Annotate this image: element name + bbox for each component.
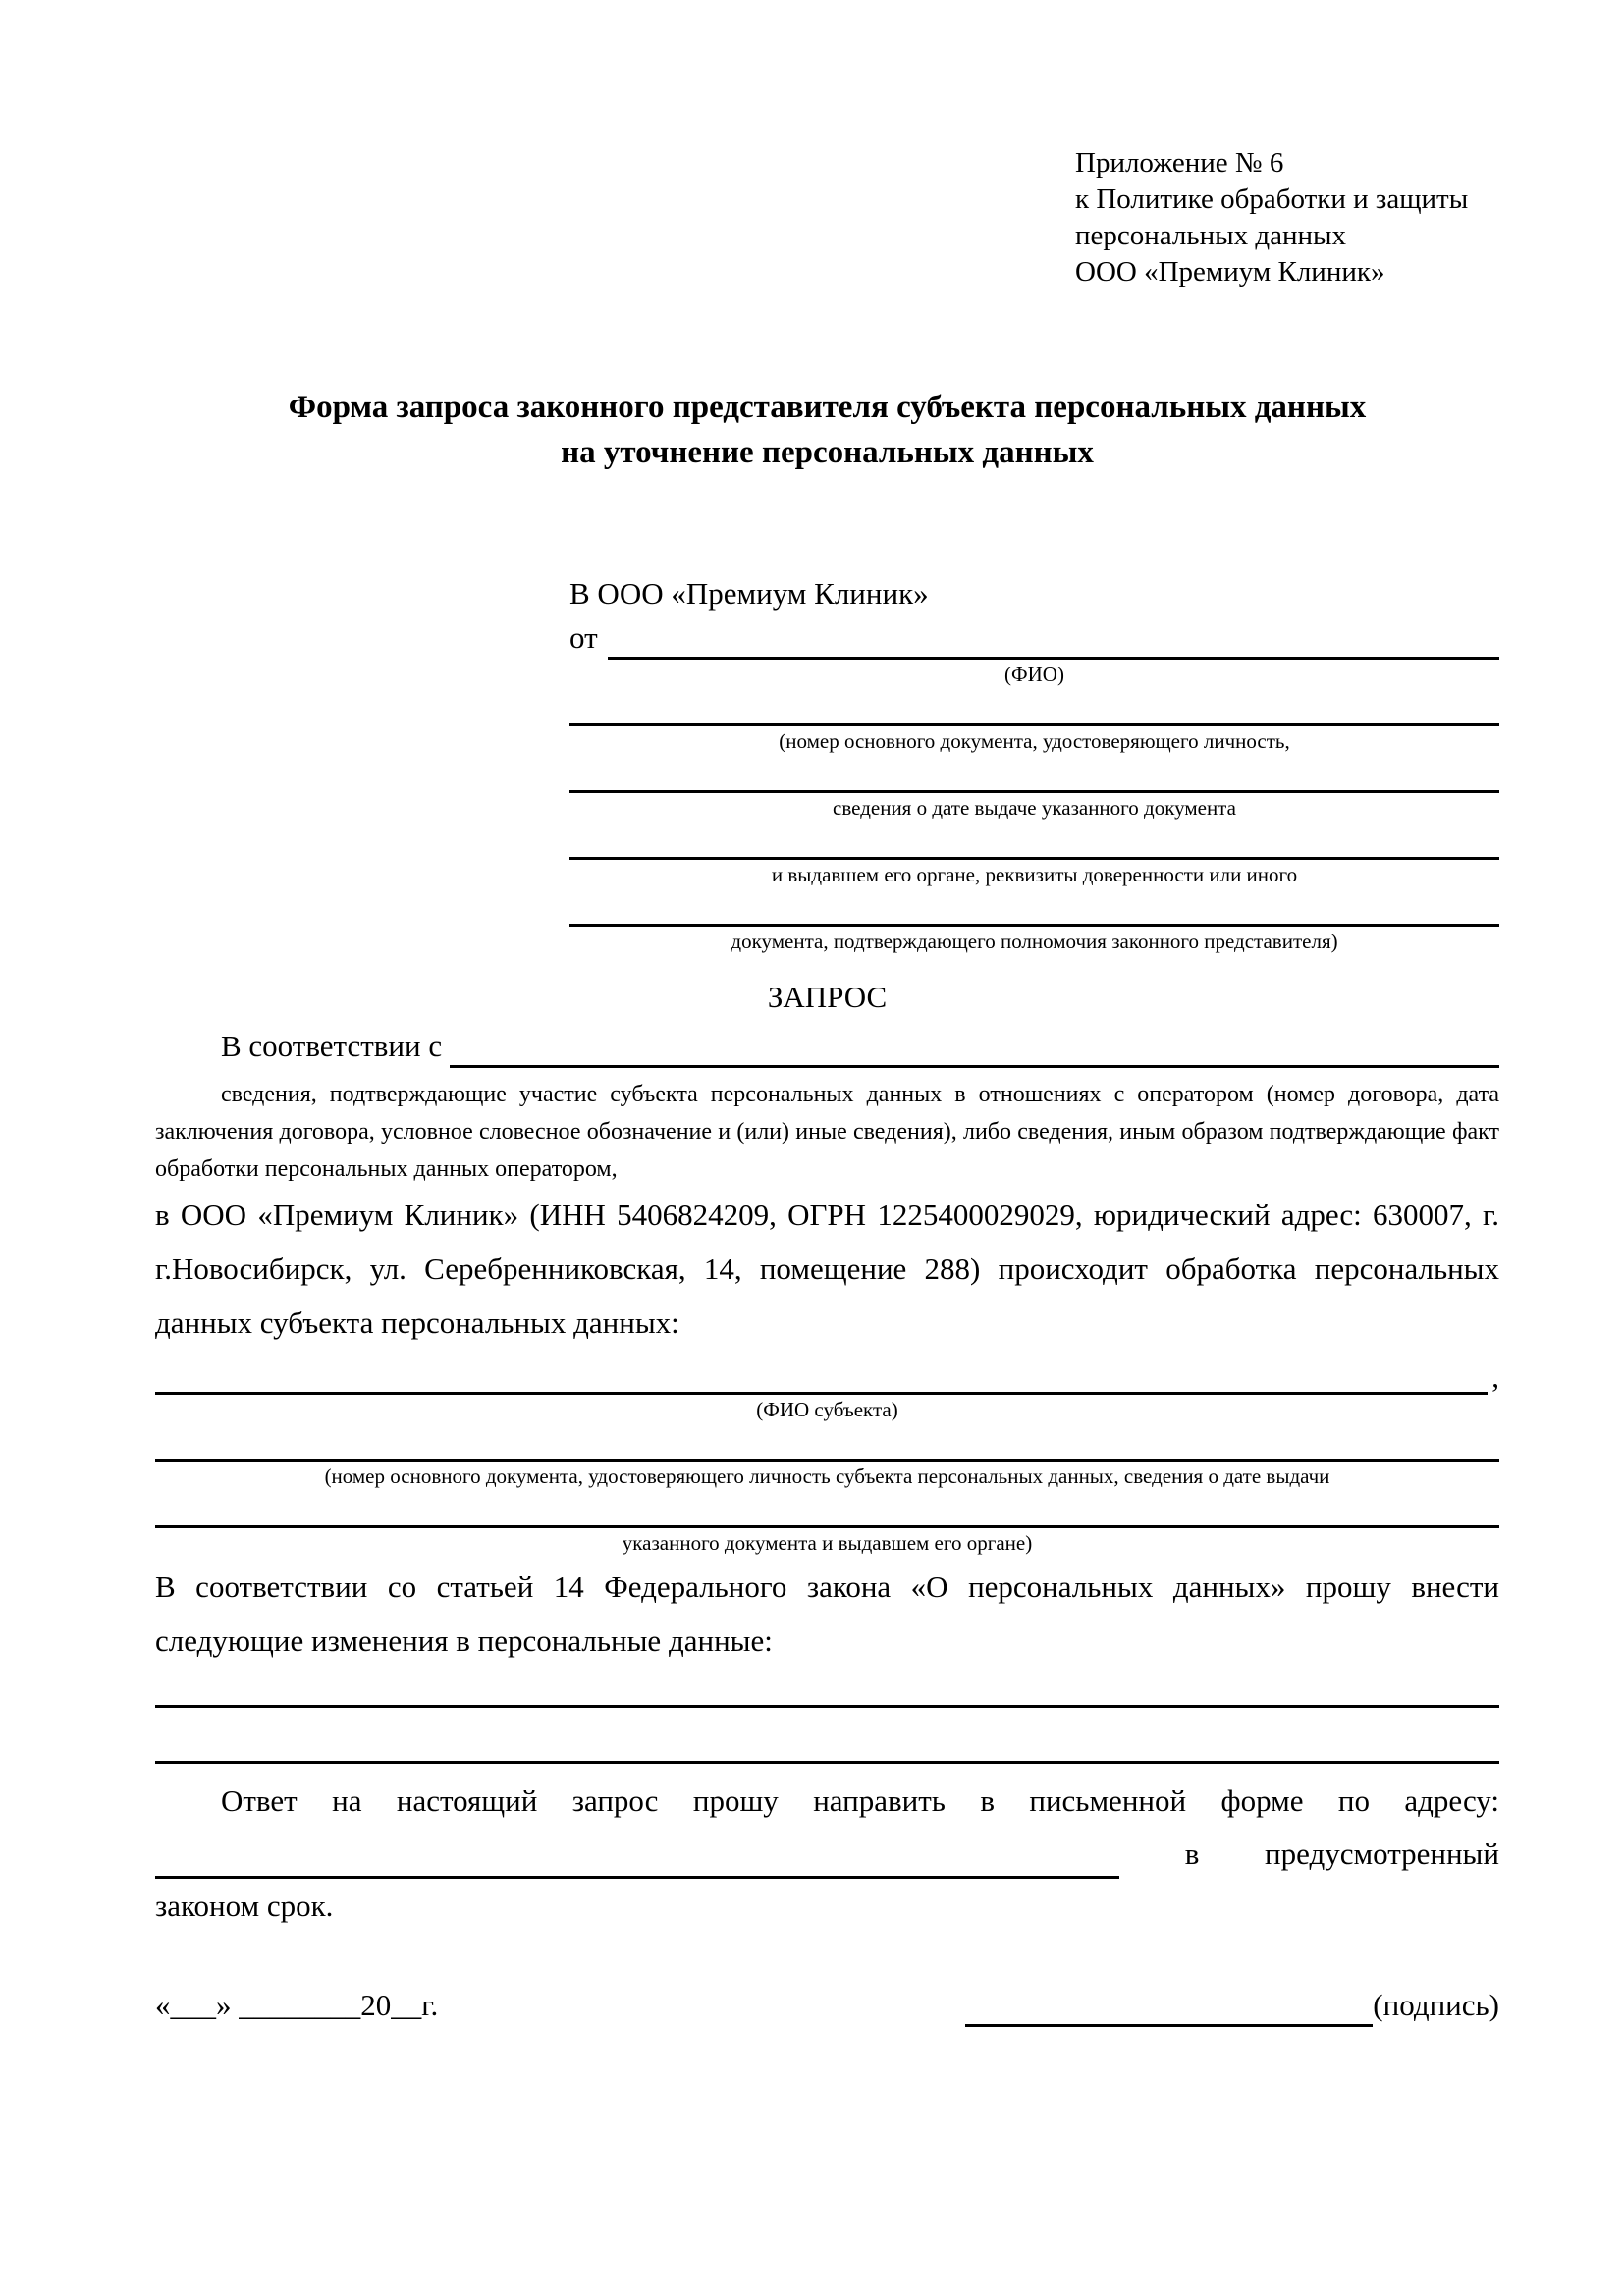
subject-fio-fill-line	[155, 1360, 1488, 1395]
caption-subject-document: (номер основного документа, удостоверяющего личность субъекта персональных данных, сведения о дате выдачи	[324, 1465, 1330, 1488]
fill-line-issue-date	[569, 754, 1499, 793]
from-fill-line	[608, 620, 1499, 660]
addressee-from-row	[569, 616, 1499, 660]
form-title-line2: на уточнение персональных данных	[561, 435, 1094, 470]
caption-issue-date: сведения о дате выдаче указанного документа	[833, 796, 1236, 820]
fill-line-authority-document	[569, 887, 1499, 927]
form-title	[155, 385, 1499, 475]
caption-subject-authority: указанного документа и выдавшем его органе)	[622, 1531, 1033, 1555]
fill-line-changes-2	[155, 1761, 1499, 1764]
reply-closing: законом срок.	[155, 1889, 334, 1923]
appendix-header	[1075, 145, 1499, 291]
intro-fill-line	[450, 1029, 1499, 1068]
caption-authority-document: документа, подтверждающего полномочия законного представителя)	[731, 930, 1338, 953]
caption-subject-fio: (ФИО субъекта)	[756, 1398, 898, 1421]
appendix-company: ООО «Премиум Клиник»	[1075, 256, 1385, 288]
caption-document-number: (номер основного документа, удостоверяющего личность,	[779, 729, 1290, 753]
form-title-line1: Форма запроса законного представителя субъекта персональных данных	[288, 390, 1367, 425]
signature-fill-line	[965, 1990, 1373, 2027]
reply-address-row	[155, 1830, 1499, 1879]
reply-tail-word1: в	[1184, 1837, 1200, 1871]
caption-issuing-authority: и выдавшем его органе, реквизиты доверенности или иного	[771, 863, 1298, 886]
signature-caption: (подпись)	[1373, 1988, 1499, 2022]
date-line: «___» ________20__г.	[155, 1988, 439, 2022]
addressee-to: В ООО «Премиум Клиник»	[569, 576, 929, 611]
footer-row	[155, 1984, 1499, 2027]
caption-fio: (ФИО)	[1004, 663, 1064, 686]
fill-line-subject-document	[155, 1422, 1499, 1462]
operator-paragraph: в ООО «Премиум Клиник» (ИНН 5406824209, ОГРН 1225400029029, юридический адрес: 630007, г. г.Новосибирск, ул. Серебренниковская, 14, помещение 288) происходит обработка персональных данных субъекта персональных данных:	[155, 1198, 1499, 1340]
reply-paragraph: Ответ на настоящий запрос прошу направить в письменной форме по адресу:	[221, 1784, 1499, 1818]
signature-group	[965, 1984, 1499, 2027]
reply-address-fill-line	[155, 1840, 1119, 1879]
request-heading: ЗАПРОС	[767, 980, 888, 1014]
intro-label: В соответствии с	[221, 1029, 443, 1063]
appendix-policy-line2: персональных данных	[1075, 220, 1347, 251]
relation-note: сведения, подтверждающие участие субъекта персональных данных в отношениях с оператором (номер договора, дата заключения договора, условное словесное обозначение и (или) иные сведения), либо сведения, иным образом подтверждающие факт обработки персональных данных оператором,	[155, 1082, 1499, 1182]
request-intro-row	[155, 1025, 1499, 1068]
subject-fio-row	[155, 1360, 1499, 1395]
from-label: от	[569, 620, 598, 655]
fill-line-issuing-authority	[569, 821, 1499, 860]
fill-line-document-number	[569, 687, 1499, 726]
addressee-block	[569, 571, 1499, 954]
law-paragraph: В соответствии со статьей 14 Федерального закона «О персональных данных» прошу внести следующие изменения в персональные данные:	[155, 1570, 1499, 1658]
trailing-comma: ,	[1491, 1360, 1499, 1394]
appendix-number: Приложение № 6	[1075, 147, 1284, 179]
fill-line-subject-authority	[155, 1489, 1499, 1528]
fill-line-changes-1	[155, 1705, 1499, 1708]
appendix-policy-line: к Политике обработки и защиты	[1075, 184, 1469, 215]
reply-tail-word2: предусмотренный	[1265, 1837, 1499, 1871]
